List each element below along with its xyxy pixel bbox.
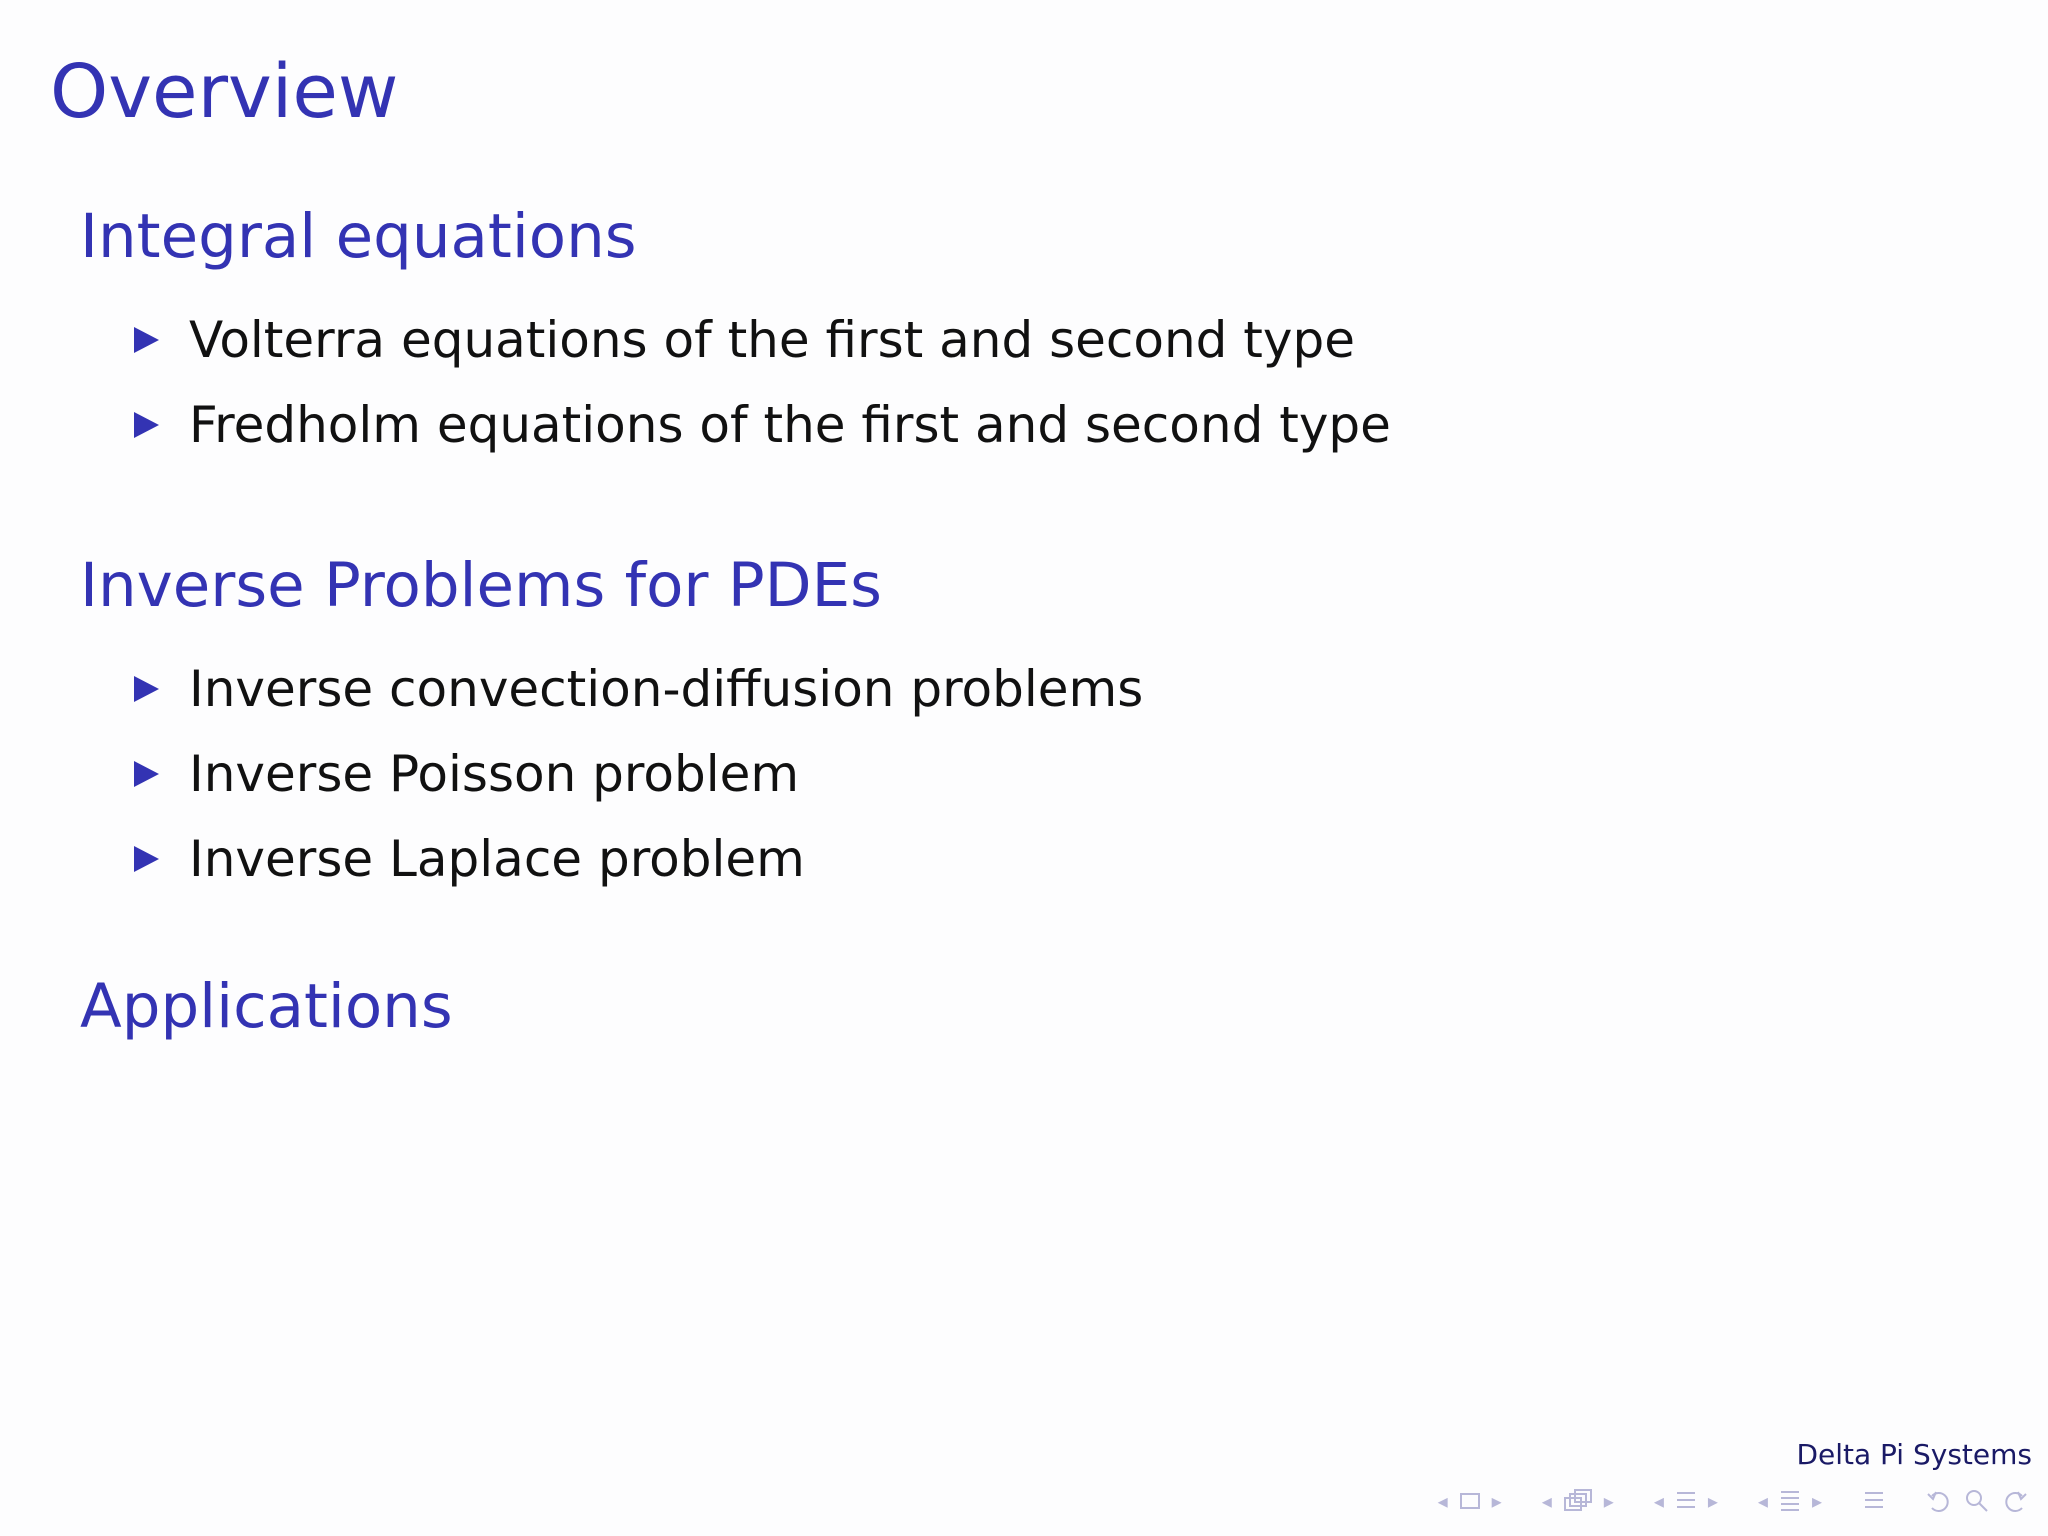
section-heading: Inverse Problems for PDEs (80, 550, 882, 621)
search-and-history (1926, 1488, 2028, 1514)
list-item (80, 731, 1143, 816)
subsection-nav-icon[interactable]: ◂ ▸ (1541, 1489, 1614, 1513)
list-item-text: Inverse convection-diffusion problems (189, 659, 1144, 718)
item-list (80, 297, 1391, 467)
bullet-triangle-icon (134, 327, 159, 353)
search-icon[interactable] (1964, 1488, 1990, 1514)
document-nav-icon[interactable]: ◂ ▸ (1757, 1489, 1822, 1513)
section-applications (80, 970, 453, 1043)
list-item (80, 382, 1391, 467)
list-item-text: Volterra equations of the first and second type (189, 310, 1355, 369)
back-icon[interactable] (1926, 1488, 1954, 1514)
beamer-navigation-bar (1404, 1488, 2028, 1514)
section-heading: Applications (80, 971, 453, 1042)
item-list (80, 646, 1143, 901)
list-item (80, 816, 1143, 901)
list-item-text: Fredholm equations of the first and second type (189, 395, 1391, 454)
section-heading: Integral equations (80, 201, 637, 272)
list-item (80, 646, 1143, 731)
section-integral-equations (80, 200, 1391, 467)
footer-organization: Delta Pi Systems (1796, 1438, 2032, 1471)
section-inverse-problems (80, 549, 1143, 901)
list-item (80, 297, 1391, 382)
frame-title: Overview (50, 49, 399, 135)
appendix-icon[interactable] (1862, 1488, 1886, 1514)
forward-icon[interactable] (2000, 1488, 2028, 1514)
list-item-text: Inverse Poisson problem (189, 744, 800, 803)
frame-nav-icon[interactable]: ◂ ▸ (1437, 1489, 1502, 1513)
bullet-triangle-icon (134, 412, 159, 438)
bullet-triangle-icon (134, 676, 159, 702)
bullet-triangle-icon (134, 761, 159, 787)
list-item-text: Inverse Laplace problem (189, 829, 805, 888)
section-nav-icon[interactable]: ◂ ▸ (1653, 1489, 1718, 1513)
bullet-triangle-icon (134, 846, 159, 872)
